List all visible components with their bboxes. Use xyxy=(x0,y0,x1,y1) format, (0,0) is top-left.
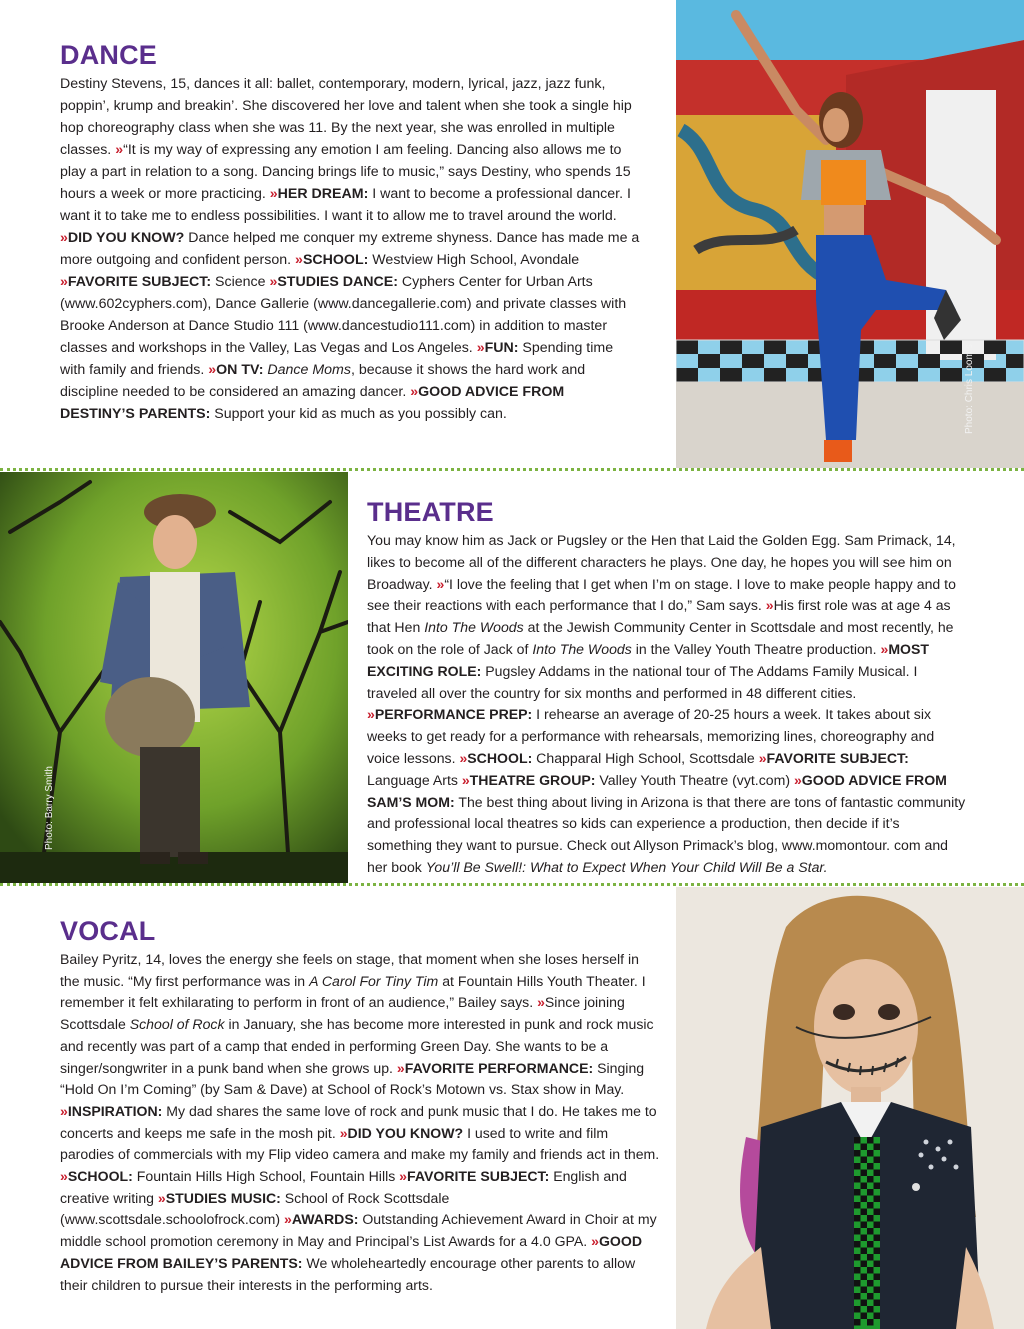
dance-subject-label: FAVORITE SUBJECT: xyxy=(67,274,212,290)
marker-icon: » xyxy=(208,362,217,378)
marker-icon: » xyxy=(880,640,889,657)
vocal-intro-a: Bailey Pyritz, 14, loves the energy she feels on stage, that moment when she loses herself in the music. “My first performance was in xyxy=(60,951,639,989)
vocal-school-label: SCHOOL: xyxy=(67,1168,133,1185)
theatre-advice-label: GOOD ADVICE FROM SAM’S MOM: xyxy=(367,771,947,810)
dance-fun-label: FUN: xyxy=(484,340,519,356)
dance-advice-text: Support your kid as much as you possibly can. xyxy=(210,406,507,422)
marker-icon: » xyxy=(758,749,767,766)
dance-know-text: Dance helped me conquer my extreme shyness. Dance has made me a more outgoing and confident person. xyxy=(60,230,640,268)
marker-icon: » xyxy=(476,340,485,356)
vocal-body xyxy=(60,949,660,1296)
vocal-insp-text: My dad shares the same love of rock and punk music that I do. He takes me to concerts and keeps me safe in the mosh pit. xyxy=(60,1102,657,1141)
marker-icon: » xyxy=(60,1168,68,1185)
vocal-studies-text: School of Rock Scottsdale (www.scottsdale.schoolofrock.com) xyxy=(60,1189,450,1228)
dance-subject-text: Science xyxy=(211,274,270,290)
theatre-intro: You may know him as Jack or Pugsley or the Hen that Laid the Golden Egg. Sam Primack, 14, likes to become all of the different characters he plays. One day, he hopes you will see him on Broadway. xyxy=(367,532,956,592)
vocal-section xyxy=(60,916,660,1296)
marker-icon: » xyxy=(284,1211,292,1228)
marker-icon: » xyxy=(591,1233,599,1250)
theatre-first-role-a: His first role was at age 4 as that Hen xyxy=(367,597,951,636)
vocal-title: VOCAL xyxy=(60,916,156,946)
dance-intro: Destiny Stevens, 15, dances it all: ballet, contemporary, modern, lyrical, jazz, jazz funk, poppin’, krump and breakin’. She discovered her love and talent when she took a single hip hop choreography class when she was 11. By the next year, she was enrolled in multiple classes. xyxy=(60,76,632,158)
dance-dream-label: HER DREAM: xyxy=(277,186,369,202)
section-divider xyxy=(0,468,1024,471)
vocal-subject-label: FAVORITE SUBJECT: xyxy=(407,1168,550,1185)
vocal-since-b: in January, she has become more interested in punk and rock music and recently was part of a camp that ended in performing Green Day. She wants to be a singer/songwriter in a punk band when she grows up. xyxy=(60,1016,654,1076)
theatre-prep-label: PERFORMANCE PREP: xyxy=(374,706,533,723)
marker-icon: » xyxy=(269,274,278,290)
marker-icon: » xyxy=(60,1102,68,1119)
vocal-insp-label: INSPIRATION: xyxy=(67,1102,163,1119)
marker-icon: » xyxy=(459,749,468,766)
vocal-intro-b: at Fountain Hills Youth Theater. I remember it felt exhilarating to perform in front of an audience,” Bailey says. xyxy=(60,972,646,1011)
dance-tv-text: , because it shows the hard work and discipline needed to be considered an amazing dancer. xyxy=(60,362,586,400)
theatre-group-label: THEATRE GROUP: xyxy=(469,771,596,788)
theatre-first-role-c: in the Valley Youth Theatre production. xyxy=(631,640,881,657)
dance-studies-label: STUDIES DANCE: xyxy=(277,274,398,290)
marker-icon: » xyxy=(60,230,68,246)
theatre-photo xyxy=(0,472,348,883)
dance-tv-show: Dance Moms xyxy=(267,362,351,378)
marker-icon: » xyxy=(269,186,278,202)
vocal-school-of-rock: School of Rock xyxy=(129,1016,225,1033)
marker-icon: » xyxy=(793,771,802,788)
marker-icon: » xyxy=(436,575,445,592)
theatre-prep-text: I rehearse an average of 20-25 hours a week. It takes about six weeks to get ready for a performance with rehearsals, memorizing lines, choreography and voice lessons. xyxy=(367,706,935,766)
theatre-advice-text: The best thing about living in Arizona is that there are tons of fantastic community and professional local theatres so kids can experience a production, then decide if it’s something they want to pursue. Check out Allyson Primack’s blog, www.momontour. com and her book xyxy=(367,793,966,875)
dance-tv-label: ON TV: xyxy=(216,362,264,378)
theatre-school-label: SCHOOL: xyxy=(467,749,533,766)
vocal-studies-label: STUDIES MUSIC: xyxy=(165,1189,281,1206)
dance-photo-credit: Photo: Chris Loomis xyxy=(964,343,975,434)
vocal-advice-text: We wholeheartedly encourage other parents to allow their children to pursue their interests in the performing arts. xyxy=(60,1254,636,1293)
vocal-know-label: DID YOU KNOW? xyxy=(347,1124,464,1141)
marker-icon: » xyxy=(765,597,774,614)
vocal-advice-label: GOOD ADVICE FROM BAILEY’S PARENTS: xyxy=(60,1233,643,1271)
dance-school-label: SCHOOL: xyxy=(302,252,369,268)
theatre-first-role-b: at the Jewish Community Center in Scottsdale and most recently, he took on the role of Jack of xyxy=(367,619,954,657)
theatre-exciting-label: MOST EXCITING ROLE: xyxy=(367,640,930,679)
theatre-exciting-text: Pugsley Addams in the national tour of The Addams Family Musical. I traveled all over the country for six months and performed in 48 different cities. xyxy=(367,662,918,701)
marker-icon: » xyxy=(60,274,68,290)
marker-icon: » xyxy=(396,1059,405,1076)
marker-icon: » xyxy=(367,706,375,723)
theatre-quote: “I love the feeling that I get when I’m on stage. I love to make people happy and to see their reactions with each performance that I do,” Sam says. xyxy=(367,575,956,614)
marker-icon: » xyxy=(461,771,470,788)
dance-photo xyxy=(676,0,1024,468)
marker-icon: » xyxy=(537,994,545,1011)
marker-icon: » xyxy=(295,252,303,268)
vocal-know-text: I used to write and film parodies of commercials with my Flip video camera and make my family and friends act in them. xyxy=(60,1124,660,1163)
theatre-subject-label: FAVORITE SUBJECT: xyxy=(766,749,909,766)
dance-advice-label: GOOD ADVICE FROM DESTINY’S PARENTS: xyxy=(60,384,565,422)
theatre-book-title: You’ll Be Swell!: What to Expect When Your Child Will Be a Star. xyxy=(425,858,828,875)
vocal-awards-text: Outstanding Achievement Award in Choir at my middle school promotion ceremony in May and Principal’s List Awards for a 4.0 GPA. xyxy=(60,1211,657,1250)
theatre-body xyxy=(367,530,967,879)
marker-icon: » xyxy=(399,1168,408,1185)
theatre-title: THEATRE xyxy=(367,497,494,527)
singer-illustration xyxy=(676,887,1024,1329)
section-divider xyxy=(0,883,1024,886)
vocal-perf-text: Singing “Hold On I’m Coming” (by Sam & Dave) at School of Rock’s Motown vs. Stax show in May. xyxy=(60,1059,645,1098)
marker-icon: » xyxy=(157,1189,166,1206)
theatre-school-text: Chapparal High School, Scottsdale xyxy=(532,749,759,766)
theatre-section xyxy=(367,497,967,879)
marker-icon: » xyxy=(339,1124,348,1141)
dance-studies-text: Cyphers Center for Urban Arts (www.602cyphers.com), Dance Gallerie (www.dancegallerie.com) and private classes with Brooke Anderson at Dance Studio 111 (www.dancestudio111.com) in addition to master classes and workshops in the Valley, Las Vegas and Los Angeles. xyxy=(60,274,627,356)
dance-school-text: Westview High School, Avondale xyxy=(368,252,580,268)
vocal-carol: A Carol For Tiny Tim xyxy=(309,972,439,989)
vocal-subject-text: English and creative writing xyxy=(60,1168,627,1206)
dance-fun-text: Spending time with family and friends. xyxy=(60,340,614,378)
vocal-since-a: Since joining Scottsdale xyxy=(60,994,625,1033)
dance-title: DANCE xyxy=(60,40,158,70)
theatre-woods-2: Into The Woods xyxy=(532,640,632,657)
theatre-group-text: Valley Youth Theatre (vyt.com) xyxy=(595,771,794,788)
dance-know-label: DID YOU KNOW? xyxy=(67,230,185,246)
vocal-photo xyxy=(676,887,1024,1329)
theatre-woods-1: Into The Woods xyxy=(424,619,524,636)
vocal-awards-label: AWARDS: xyxy=(291,1211,359,1228)
marker-icon: » xyxy=(410,384,419,400)
marker-icon: » xyxy=(115,142,124,158)
dance-section xyxy=(60,40,640,425)
dance-dream-text: I want to become a professional dancer. I want it to take me to endless possibilities. I want it to allow me to travel around the world. xyxy=(60,186,631,224)
vocal-perf-label: FAVORITE PERFORMANCE: xyxy=(404,1059,594,1076)
dance-body xyxy=(60,73,640,425)
theatre-subject-text: Language Arts xyxy=(367,771,462,788)
theatre-photo-credit: Photo: Barry Smith xyxy=(44,766,55,850)
dance-quote: “It is my way of expressing any emotion I am feeling. Dancing also allows me to play a part in relation to a song. Dancing brings life to music,” says Destiny, who spends 15 hours a week or more practicing. xyxy=(60,142,631,202)
vocal-school-text: Fountain Hills High School, Fountain Hills xyxy=(132,1168,400,1185)
